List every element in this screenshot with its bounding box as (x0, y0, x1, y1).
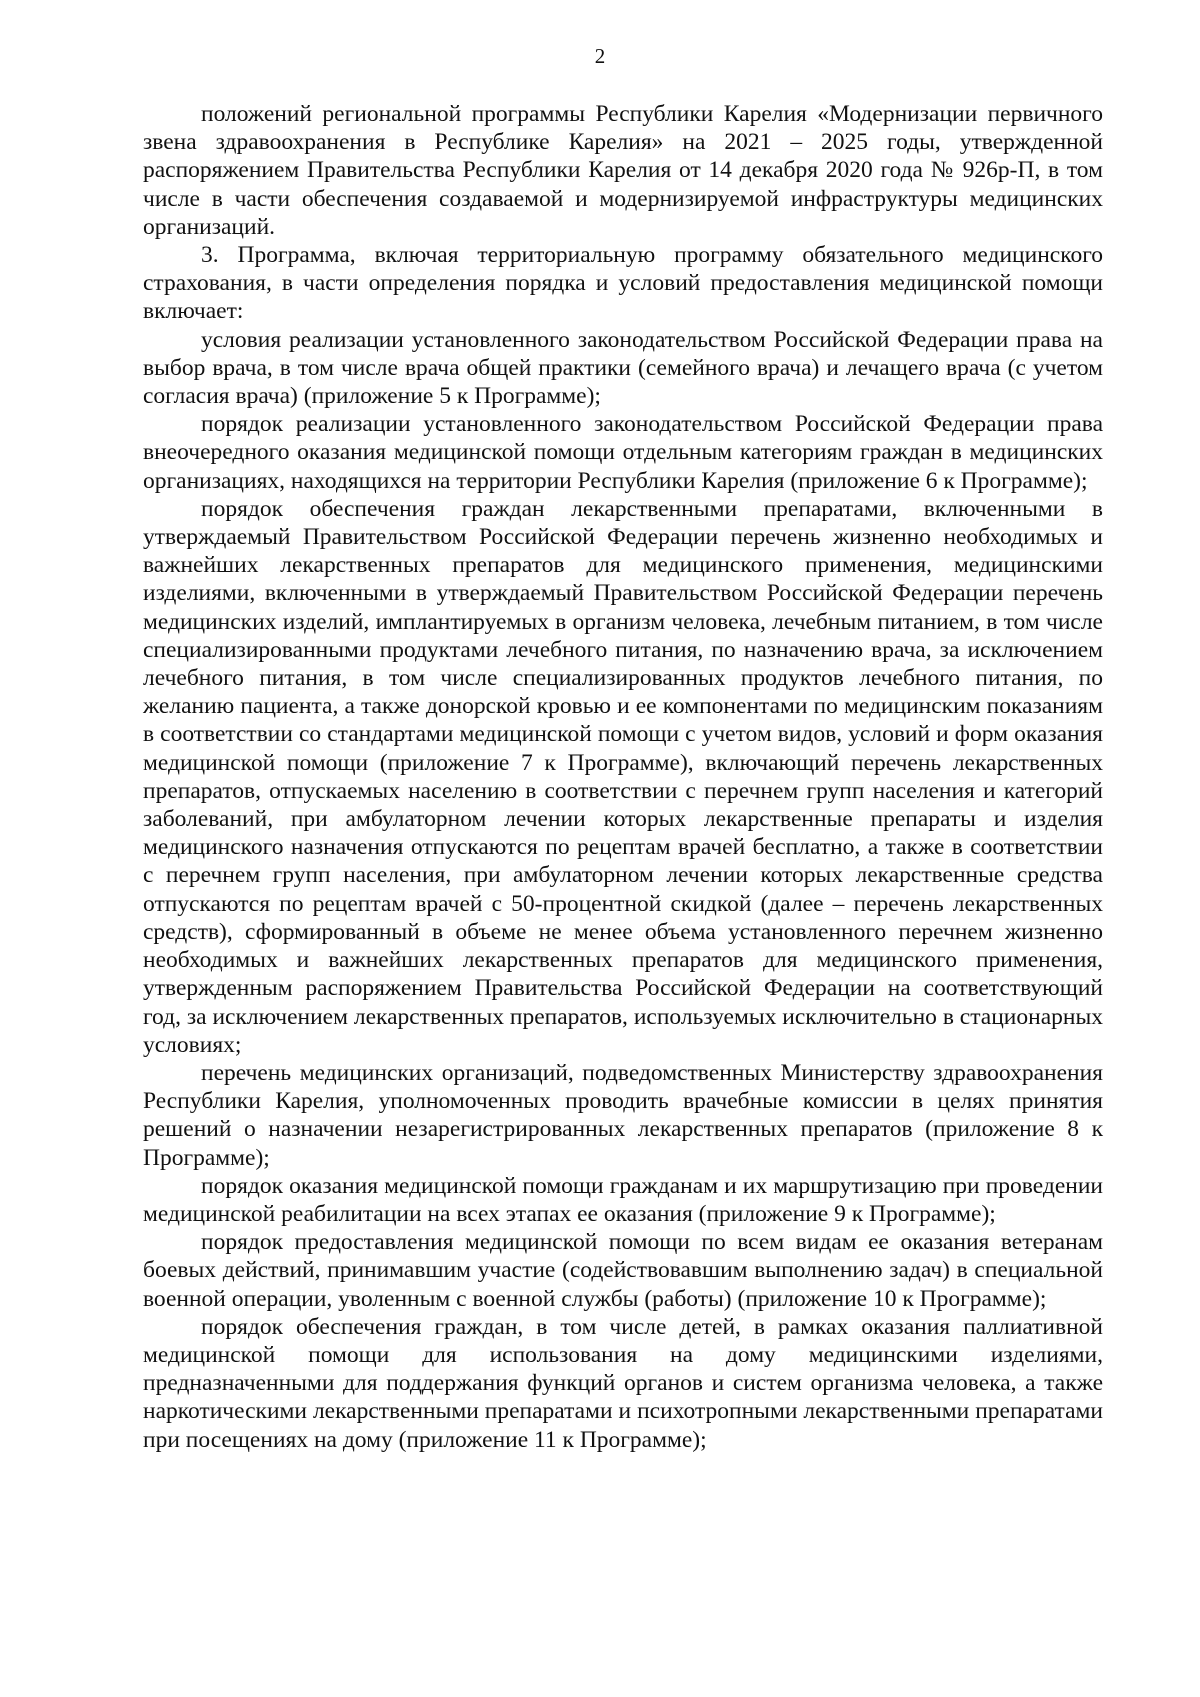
page-number: 2 (594, 44, 606, 68)
paragraph-item-3-intro: 3. Программа, включая территориальную программу обязательного медицинского страхования, в части определения порядка и условий предоставления медицинской помощи включает: (143, 242, 1103, 325)
paragraph-drug-provision: порядок обеспечения граждан лекарственными препаратами, включенными в утверждаемый Правительством Российской Федерации перечень жизненно необходимых и важнейших лекарственных препаратов для медицинского применения, медицинскими изделиями, включенными в утверждаемый Правительством Российской Федерации перечень медицинских изделий, имплантируемых в организм человека, лечебным питанием, в том числе специализированными продуктами лечебного питания, по назначению врача, за исключением лечебного питания, в том числе специализированных продуктов лечебного питания, по желанию пациента, а также донорской кровью и ее компонентами по медицинским показаниям в соответствии со стандартами медицинской помощи с учетом видов, условий и форм оказания медицинской помощи (приложение 7 к Программе), включающий перечень лекарственных препаратов, отпускаемых населению в соответствии с перечнем групп населения и категорий заболеваний, при амбулаторном лечении которых лекарственные препараты и изделия медицинского назначения отпускаются по рецептам врачей бесплатно, а также в соответствии с перечнем групп населения, при амбулаторном лечении которых лекарственные средства отпускаются по рецептам врачей с 50-процентной скидкой (далее – перечень лекарственных средств), сформированный в объеме не менее объема установленного перечнем жизненно необходимых и важнейших лекарственных препаратов для медицинского применения, утвержденным распоряжением Правительства Российской Федерации на соответствующий год, за исключением лекарственных препаратов, используемых исключительно в стационарных условиях; (143, 495, 1103, 1058)
document-body (143, 100, 1103, 1454)
paragraph-priority-care: порядок реализации установленного законодательством Российской Федерации права внеочередного оказания медицинской помощи отдельным категориям граждан в медицинских организациях, находящихся на территории Республики Карелия (приложение 6 к Программе); (143, 411, 1103, 494)
paragraph-rehabilitation: порядок оказания медицинской помощи гражданам и их маршрутизацию при проведении медицинской реабилитации на всех этапах ее оказания (приложение 9 к Программе); (143, 1172, 1103, 1227)
paragraph-medical-commissions: перечень медицинских организаций, подведомственных Министерству здравоохранения Республики Карелия, уполномоченных проводить врачебные комиссии в целях принятия решений о назначении незарегистрированных лекарственных препаратов (приложение 8 к Программе); (143, 1059, 1103, 1171)
paragraph-choice-of-doctor: условия реализации установленного законодательством Российской Федерации права на выбор врача, в том числе врача общей практики (семейного врача) и лечащего врача (с учетом согласия врача) (приложение 5 к Программе); (143, 326, 1103, 410)
paragraph-combat-veterans: порядок предоставления медицинской помощи по всем видам ее оказания ветеранам боевых действий, принимавшим участие (содействовавшим выполнению задач) в специальной военной операции, уволенным с военной службы (работы) (приложение 10 к Программе); (143, 1229, 1103, 1312)
paragraph-palliative-care: порядок обеспечения граждан, в том числе детей, в рамках оказания паллиативной медицинской помощи для использования на дому медицинскими изделиями, предназначенными для поддержания функций органов и систем организма человека, а также наркотическими лекарственными препаратами и психотропными лекарственными препаратами при посещениях на дому (приложение 11 к Программе); (143, 1313, 1103, 1453)
paragraph-program-provisions: положений региональной программы Республики Карелия «Модернизации первичного звена здравоохранения в Республике Карелия» на 2021 – 2025 годы, утвержденной распоряжением Правительства Республики Карелия от 14 декабря 2020 года № 926р-П, в том числе в части обеспечения создаваемой и модернизируемой инфраструктуры медицинских организаций. (143, 101, 1103, 240)
